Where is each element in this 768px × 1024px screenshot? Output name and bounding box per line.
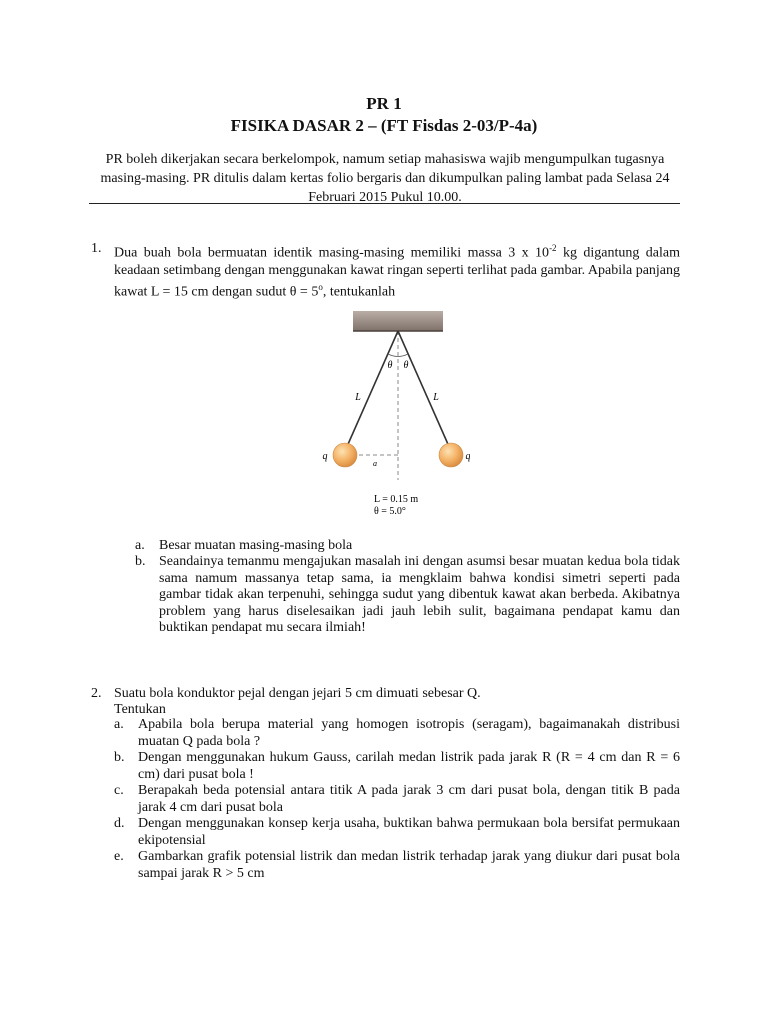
- q-right-label: q: [465, 451, 470, 462]
- q2-subhead: Tentukan: [114, 702, 166, 717]
- L-left-label: L: [355, 392, 361, 403]
- q2-item-c: [114, 783, 680, 816]
- q1-number: 1.: [91, 241, 102, 256]
- q2-item-d-text: Dengan menggunakan konsep kerja usaha, buktikan bahwa permukaan bola bersifat permukaan ekipotensial: [138, 816, 680, 848]
- q1-text: [114, 240, 680, 300]
- q2-item-c-text: Berapakah beda potensial antara titik A pada jarak 3 cm dari pusat bola, dengan titik B pada jarak 4 cm dari pusat bola: [138, 783, 680, 815]
- q1-item-a: [135, 538, 680, 555]
- theta-right-label: θ: [403, 360, 409, 371]
- q2-item-b-text: Dengan menggunakan hukum Gauss, carilah medan listrik pada jarak R (R = 4 cm dan R = 6 cm) dari pusat bola !: [138, 750, 680, 782]
- q2-item-e-text: Gambarkan grafik potensial listrik dan medan listrik terhadap jarak yang diukur dari pusat bola sampai jarak R > 5 cm: [138, 849, 680, 881]
- ceiling: [353, 311, 443, 331]
- figure-caption-angle: θ = 5.0°: [374, 506, 406, 517]
- q2-item-d: [114, 816, 680, 849]
- page-title: PR 1: [366, 94, 402, 113]
- course-title: FISIKA DASAR 2 – (FT Fisdas 2-03/P-4a): [230, 116, 538, 135]
- L-right-label: L: [433, 392, 439, 403]
- q2-item-a-label: a.: [114, 717, 124, 732]
- q1-item-b-text: Seandainya temanmu mengajukan masalah ini dengan asumsi besar muatan kedua bola tidak sama namum massanya tetap sama, ia mengklaim bahwa kondisi simetri seperti pada gambar tidak akan terpenuhi, sehingga sudut yang dibentuk kawat akan berbeda. Akibatnya problem yang harus diselesaikan jadi jauh lebih sulit, bagaimana pendapat kamu dan buktikan pendapat mu secara ilmiah!: [159, 554, 680, 635]
- q1-text-part-b: kg digantung dalam keadaan setimbang dengan menggunakan kawat ringan seperti terlihat pada gambar. Apabila panjang kawat L = 15 cm dengan sudut θ = 5: [114, 245, 681, 300]
- q1-item-b: [135, 554, 680, 638]
- q1-item-a-text: Besar muatan masing-masing bola: [159, 538, 353, 553]
- q2-item-e: [114, 849, 680, 882]
- string-right: [398, 331, 451, 451]
- q1-item-a-label: a.: [135, 538, 145, 553]
- q2-item-c-label: c.: [114, 783, 124, 798]
- q1-text-part-a: Dua buah bola bermuatan identik masing-masing memiliki massa 3 x 10: [114, 245, 550, 261]
- q2-number: 2.: [91, 686, 102, 701]
- q2-item-d-label: d.: [114, 816, 125, 831]
- theta-left-label: θ: [387, 360, 393, 371]
- intro-paragraph: PR boleh dikerjakan secara berkelompok, namum setiap mahasiswa wajib mengumpulkan tugasnya masing-masing. PR ditulis dalam kertas folio bergaris dan dikumpulkan paling lambat pada Selasa 24 Februari 2015 Pukul 10.00.: [100, 152, 670, 205]
- q-left-label: q: [322, 451, 328, 462]
- q2-text: Suatu bola konduktor pejal dengan jejari 5 cm dimuati sebesar Q.: [114, 686, 481, 701]
- q2-item-e-label: e.: [114, 849, 124, 864]
- figure-caption-length: L = 0.15 m: [374, 494, 419, 505]
- ball-right: [439, 443, 463, 467]
- pendulum-figure: [320, 306, 470, 520]
- header-divider: [89, 203, 680, 204]
- q2-item-b: [114, 750, 680, 783]
- ball-left: [333, 443, 357, 467]
- q1-degree: o: [318, 281, 323, 292]
- q2-item-b-label: b.: [114, 750, 125, 765]
- q2-item-a-text: Apabila bola berupa material yang homogen isotropis (seragam), bagaimanakah distribusi muatan Q pada bola ?: [138, 717, 680, 749]
- q1-exponent: -2: [549, 243, 557, 253]
- q1-text-part-c: , tentukanlah: [322, 284, 396, 300]
- string-left: [345, 331, 398, 451]
- a-label: a: [373, 459, 377, 468]
- q1-item-b-label: b.: [135, 554, 146, 569]
- q2-item-a: [114, 717, 680, 750]
